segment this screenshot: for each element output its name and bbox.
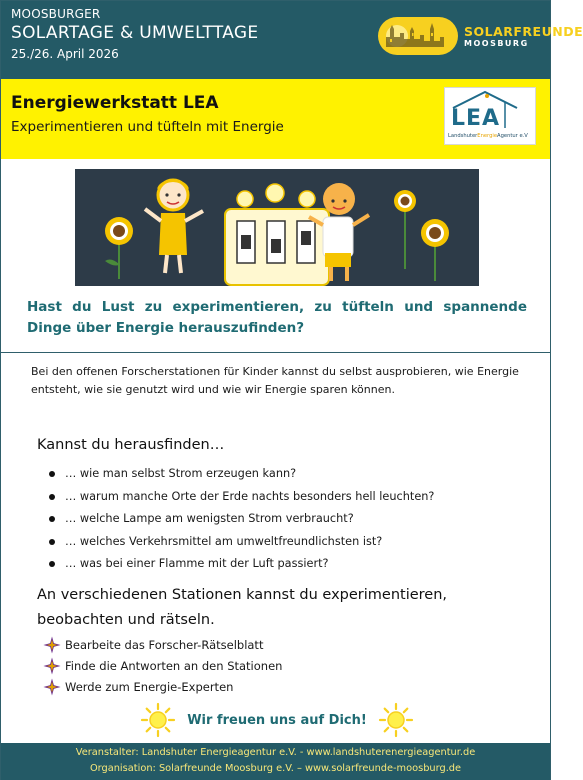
intro-paragraph: Bei den offenen Forscherstationen für Kinder kannst du selbst ausprobieren, wie Energie entsteht, wie sie genutzt wird und wie wir Energie sparen können. [31,365,519,396]
solarfreunde-wordmark: SOLARFREUNDE MOOSBURG [464,24,583,48]
lead-question: Hast du Lust zu experimentieren, zu tüfteln und spannende Dinge über Energie herauszufinden? [27,299,527,336]
bullet-dot-icon [49,561,55,567]
switch-panel-icon [225,184,329,285]
footer-band [1,743,550,780]
solarfreunde-logo [378,13,583,59]
stations-heading: An verschiedenen Stationen kannst du experimentieren, beobachten und rätseln. [37,587,448,628]
section-divider [1,352,550,353]
list-item: … wie man selbst Strom erzeugen kann? [49,463,529,486]
kids-energy-illustration [75,169,479,286]
girl-figure-icon [145,179,203,273]
sunflower-right-icon [394,190,449,281]
find-out-heading: Kannst du herausfinden… [37,437,225,453]
list-item: Werde zum Energie-Experten [45,677,282,698]
list-item: … warum manche Orte der Erde nachts besonders hell leuchten? [49,486,529,509]
town-skyline-icon [378,17,458,55]
list-item: Bearbeite das Forscher-Rätselblatt [45,635,282,656]
lea-logo-letters: LEA [451,106,501,131]
footer-organizer: Veranstalter: Landshuter Energieagentur e.V. - www.landshuterenergieagentur.de [75,747,476,758]
footer-organisation: Organisation: Solarfreunde Moosburg e.V. – www.solarfreunde-moosburg.de [89,763,462,774]
lea-logo [444,87,536,145]
bullet-dot-icon [49,471,55,477]
question-list [49,463,529,576]
title-band [1,79,550,159]
workshop-title: Energiewerkstatt LEA [11,93,219,113]
header-band [1,1,583,79]
workshop-subtitle: Experimentieren und tüfteln mit Energie [11,119,284,135]
welcome-text: Wir freuen uns auf Dich! [187,712,367,728]
list-item: … welches Verkehrsmittel am umweltfreundlichsten ist? [49,531,529,554]
lea-logo-subtitle: LandshuterEnergieAgentur e.V [448,133,528,139]
bullet-dot-icon [49,494,55,500]
welcome-line [137,701,417,739]
bullet-dot-icon [49,516,55,522]
list-item: … welche Lampe am wenigsten Strom verbraucht? [49,508,529,531]
four-point-star-icon [45,659,59,673]
four-point-star-icon [45,638,59,652]
task-list [45,635,282,698]
sun-icon [141,703,175,737]
four-point-star-icon [45,680,59,694]
event-date: 25./26. April 2026 [11,47,119,61]
list-item: Finde die Antworten an den Stationen [45,656,282,677]
event-prefix: MOOSBURGER [11,7,101,21]
event-title: SOLARTAGE & UMWELTTAGE [11,23,259,43]
list-item: … was bei einer Flamme mit der Luft passiert? [49,553,529,576]
bullet-dot-icon [49,539,55,545]
sun-icon [379,703,413,737]
sunflower-left-icon [105,217,133,279]
